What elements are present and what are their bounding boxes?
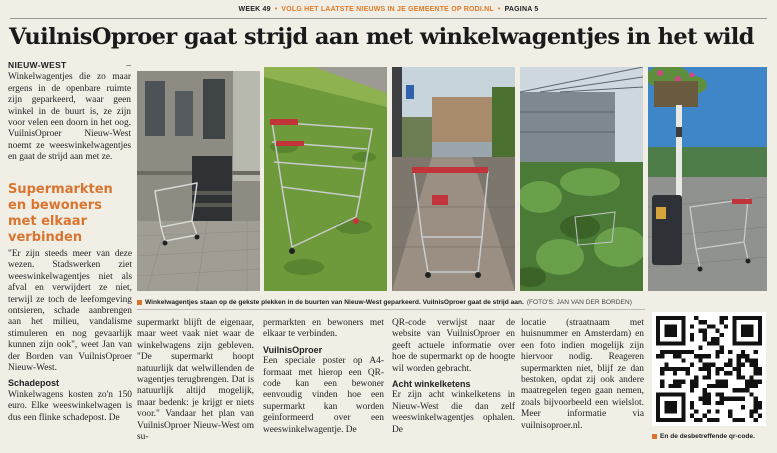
paragraph: supermarkt blijft de eigenaar, maar weet vaak niet waar de winkelwagens zijn gebleven. "De supermarkt hoopt natuurlijk dat welwillenden de wagentjes terugbrengen. Dat is natuurlijk altijd mogelijk, maar bedenk: je krijgt er niets voor." Vandaar het plan van VuilnisOproer Nieuw-West om su- bbox=[137, 318, 254, 443]
header-rule bbox=[10, 18, 767, 19]
caption-bullet bbox=[137, 300, 142, 305]
page-header bbox=[0, 0, 777, 18]
separator-dot: • bbox=[274, 5, 278, 13]
column-2 bbox=[137, 318, 254, 443]
subheading: Acht winkelketens bbox=[392, 379, 471, 390]
qr-caption-text: En de desbetreffende qr-code. bbox=[660, 433, 755, 440]
column-1 bbox=[8, 249, 132, 424]
subheading: Schadepost bbox=[8, 378, 60, 389]
photo-caption bbox=[137, 296, 645, 308]
headline: VuilnisOproer gaat strijd aan met winkelwagentjes in het wild bbox=[9, 24, 754, 50]
caption-bullet bbox=[652, 434, 657, 439]
page-number: PAGINA 5 bbox=[504, 5, 539, 13]
photo-building-cart bbox=[137, 71, 260, 291]
paragraph: locatie (straatnaam met huisnummer en Amsterdam) en een foto indien mogelijk zijn hiervoor nodig. Reageren supermarkten niet, blijf ze dan bestoken, opdat zij ook andere maatregelen tegen gaan nemen, zoals bijvoorbeeld een wielslot. Meer informatie via vuilnisoproer.nl. bbox=[521, 318, 644, 431]
paragraph: "Er zijn steeds meer van deze wezen. Stadswerken ziet weeswinkelwagentjes niet als afval en verwijdert ze niet, terwijl ze toch de leefomgeving ontsieren, schade aanbrengen aan het milieu, vandalisme stimuleren en nog gevaarlijk kunnen zijn ook", weet Jan van der Borden van VuilnisOproer Nieuw-West. bbox=[8, 249, 132, 374]
qr-modules bbox=[656, 316, 762, 422]
photo-lamppost-cart bbox=[648, 67, 767, 291]
photo-supermarket-plants bbox=[520, 67, 643, 291]
week-label: WEEK 49 bbox=[238, 5, 271, 13]
qr-caption bbox=[652, 433, 777, 440]
caption-rule bbox=[137, 309, 645, 310]
photo-credit: (FOTO'S: JAN VAN DER BORDEN) bbox=[526, 298, 632, 306]
promo-text[interactable]: VOLG HET LAATSTE NIEUWS IN JE GEMEENTE OP RODI.NL bbox=[281, 5, 494, 13]
qr-code-graphic bbox=[656, 316, 762, 422]
photo-cart-street bbox=[392, 67, 515, 291]
column-3 bbox=[263, 318, 384, 436]
qr-code[interactable] bbox=[652, 312, 766, 426]
photo-cart-grass bbox=[264, 67, 387, 291]
caption-text: Winkelwagentjes staan op de gekste plekken in de buurten van Nieuw-West geparkeerd. VuilnisOproer gaat de strijd aan. bbox=[145, 298, 524, 306]
intro-text: – Winkelwagentjes die zo maar ergens in de openbare ruimte zijn geparkeerd, waar geen winkel in de buurt is, ze zijn voor velen een doorn in het oog. VuilnisOproer Nieuw-West noemt ze weeswinkelwagentjes en gaat de strijd aan met ze. bbox=[8, 61, 131, 163]
dateline-place: NIEUW-WEST bbox=[8, 60, 67, 70]
separator-dot: • bbox=[497, 5, 501, 13]
column-5 bbox=[521, 318, 644, 432]
paragraph: Een speciale poster op A4-formaat met hierop een QR-code kan een bewoner eenvoudig vinden hoe een supermarkt kan worden geïnformeerd over een weeswinkelwagentje. De bbox=[263, 356, 384, 435]
paragraph: Er zijn acht winkelketens in Nieuw-West die dan zelf weeswinkelwagentjes ophalen. De bbox=[392, 390, 515, 435]
subheading: VuilnisOproer bbox=[263, 344, 323, 355]
paragraph: QR-code verwijst naar de website van VuilnisOproer en geeft actuele informatie over hoe de supermarkt op de hoogte wil worden gebracht. bbox=[392, 318, 515, 374]
column-4 bbox=[392, 318, 515, 436]
kicker-heading: Supermarkten en bewoners met elkaar verbinden bbox=[8, 182, 113, 245]
paragraph: permarkten en bewoners met elkaar te verbinden. bbox=[263, 318, 384, 340]
paragraph: Winkelwagens kosten zo'n 150 euro. Elke weeswinkelwagen is dus een flinke schadepost. De bbox=[8, 389, 132, 423]
intro-paragraph bbox=[8, 60, 131, 164]
